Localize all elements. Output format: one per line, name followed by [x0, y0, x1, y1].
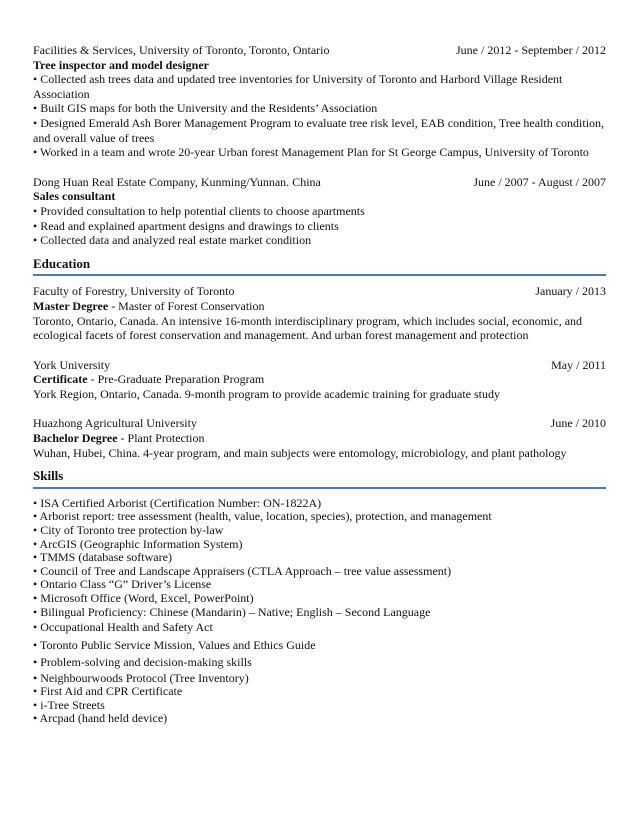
- experience-dates: June / 2007 - August / 2007: [473, 174, 606, 189]
- skill-item: • Arborist report: tree assessment (health, value, location, species), protection, and management: [33, 509, 492, 524]
- skills-heading: Skills: [33, 468, 64, 484]
- education-degree-line: [33, 299, 606, 314]
- education-degree-detail: - Master of Forest Conservation: [108, 298, 265, 313]
- education-school: Faculty of Forestry, University of Toronto: [33, 284, 235, 299]
- education-details: Toronto, Ontario, Canada. An intensive 16-month interdisciplinary program, which includes social, economic, and ecological facets of forest conservation and management. And urban forest management and protection: [33, 313, 583, 343]
- education-heading: Education: [33, 255, 91, 271]
- experience-bullet: • Built GIS maps for both the University and the Residents’ Association: [33, 101, 378, 116]
- education-details: Wuhan, Hubei, China. 4-year program, and main subjects were entomology, microbiology, and plant pathology: [33, 445, 567, 460]
- experience-entry: [33, 175, 606, 248]
- experience-title: Sales consultant: [33, 189, 116, 204]
- skill-item: • ArcGIS (Geographic Information System): [33, 536, 243, 551]
- experience-bullet: • Worked in a team and wrote 20-year Urban forest Management Plan for St George Campus, University of Toronto: [33, 145, 589, 160]
- experience-entry: [33, 43, 606, 160]
- section-divider: [33, 274, 606, 276]
- experience-bullet: • Read and explained apartment designs and drawings to clients: [33, 218, 339, 233]
- skill-item: • Problem-solving and decision-making skills: [33, 655, 252, 670]
- skill-item: • Microsoft Office (Word, Excel, PowerPoint): [33, 591, 254, 605]
- experience-org: Dong Huan Real Estate Company, Kunming/Yunnan. China: [33, 174, 321, 189]
- education-header: [33, 284, 606, 299]
- education-date: May / 2011: [551, 357, 606, 372]
- education-details: York Region, Ontario, Canada. 9-month program to provide academic training for graduate study: [33, 386, 500, 401]
- experience-header: [33, 175, 606, 190]
- experience-bullet: • Collected ash trees data and updated tree inventories for University of Toronto and Harbord Village Resident Association: [33, 72, 563, 101]
- education-degree-detail: - Pre-Graduate Preparation Program: [87, 372, 265, 387]
- skill-item: • Council of Tree and Landscape Appraisers (CTLA Approach – tree value assessment): [33, 563, 452, 578]
- skill-item: • First Aid and CPR Certificate: [33, 684, 183, 699]
- skill-item: • Bilingual Proficiency: Chinese (Mandarin) – Native; English – Second Language: [33, 604, 431, 619]
- skill-item: • Ontario Class “G” Driver’s License: [33, 577, 212, 592]
- experience-dates: June / 2012 - September / 2012: [456, 43, 606, 57]
- skill-item: • ISA Certified Arborist (Certification Number: ON-1822A): [33, 495, 322, 510]
- education-school: Huazhong Agricultural University: [33, 416, 197, 431]
- education-school: York University: [33, 357, 111, 372]
- skill-item: • Neighbourwoods Protocol (Tree Inventory): [33, 670, 249, 685]
- experience-bullet: • Designed Emerald Ash Borer Management Program to evaluate tree risk level, EAB condition, Tree health condition, and overall value of trees: [33, 115, 605, 145]
- experience-title: Tree inspector and model designer: [33, 57, 209, 72]
- section-divider: [33, 487, 606, 489]
- education-entry: [33, 358, 606, 402]
- skill-item: • TMMS (database software): [33, 550, 172, 565]
- education-degree-detail: - Plant Protection: [117, 431, 205, 446]
- experience-header: [33, 43, 606, 58]
- skill-item: • Arcpad (hand held device): [33, 711, 168, 726]
- skills-list: [33, 497, 606, 726]
- skill-item: • i-Tree Streets: [33, 697, 105, 712]
- education-degree-line: [33, 431, 606, 446]
- education-entry: [33, 284, 606, 342]
- education-date: January / 2013: [535, 284, 606, 299]
- skill-item: • City of Toronto tree protection by-law: [33, 523, 224, 538]
- education-degree: Master Degree: [33, 298, 109, 313]
- skill-item: • Toronto Public Service Mission, Values and Ethics Guide: [33, 637, 316, 652]
- education-degree: Certificate: [33, 372, 88, 387]
- education-degree: Bachelor Degree: [33, 431, 118, 446]
- experience-bullet: • Provided consultation to help potential clients to choose apartments: [33, 203, 365, 218]
- experience-bullet: • Collected data and analyzed real estate market condition: [33, 233, 312, 248]
- skill-item: • Occupational Health and Safety Act: [33, 620, 213, 635]
- resume-page: [33, 43, 606, 726]
- education-degree-line: [33, 372, 606, 387]
- education-header: [33, 358, 606, 373]
- education-header: [33, 416, 606, 431]
- experience-org: Facilities & Services, University of Toronto, Toronto, Ontario: [33, 43, 330, 57]
- education-entry: [33, 416, 606, 460]
- education-date: June / 2010: [550, 416, 606, 431]
